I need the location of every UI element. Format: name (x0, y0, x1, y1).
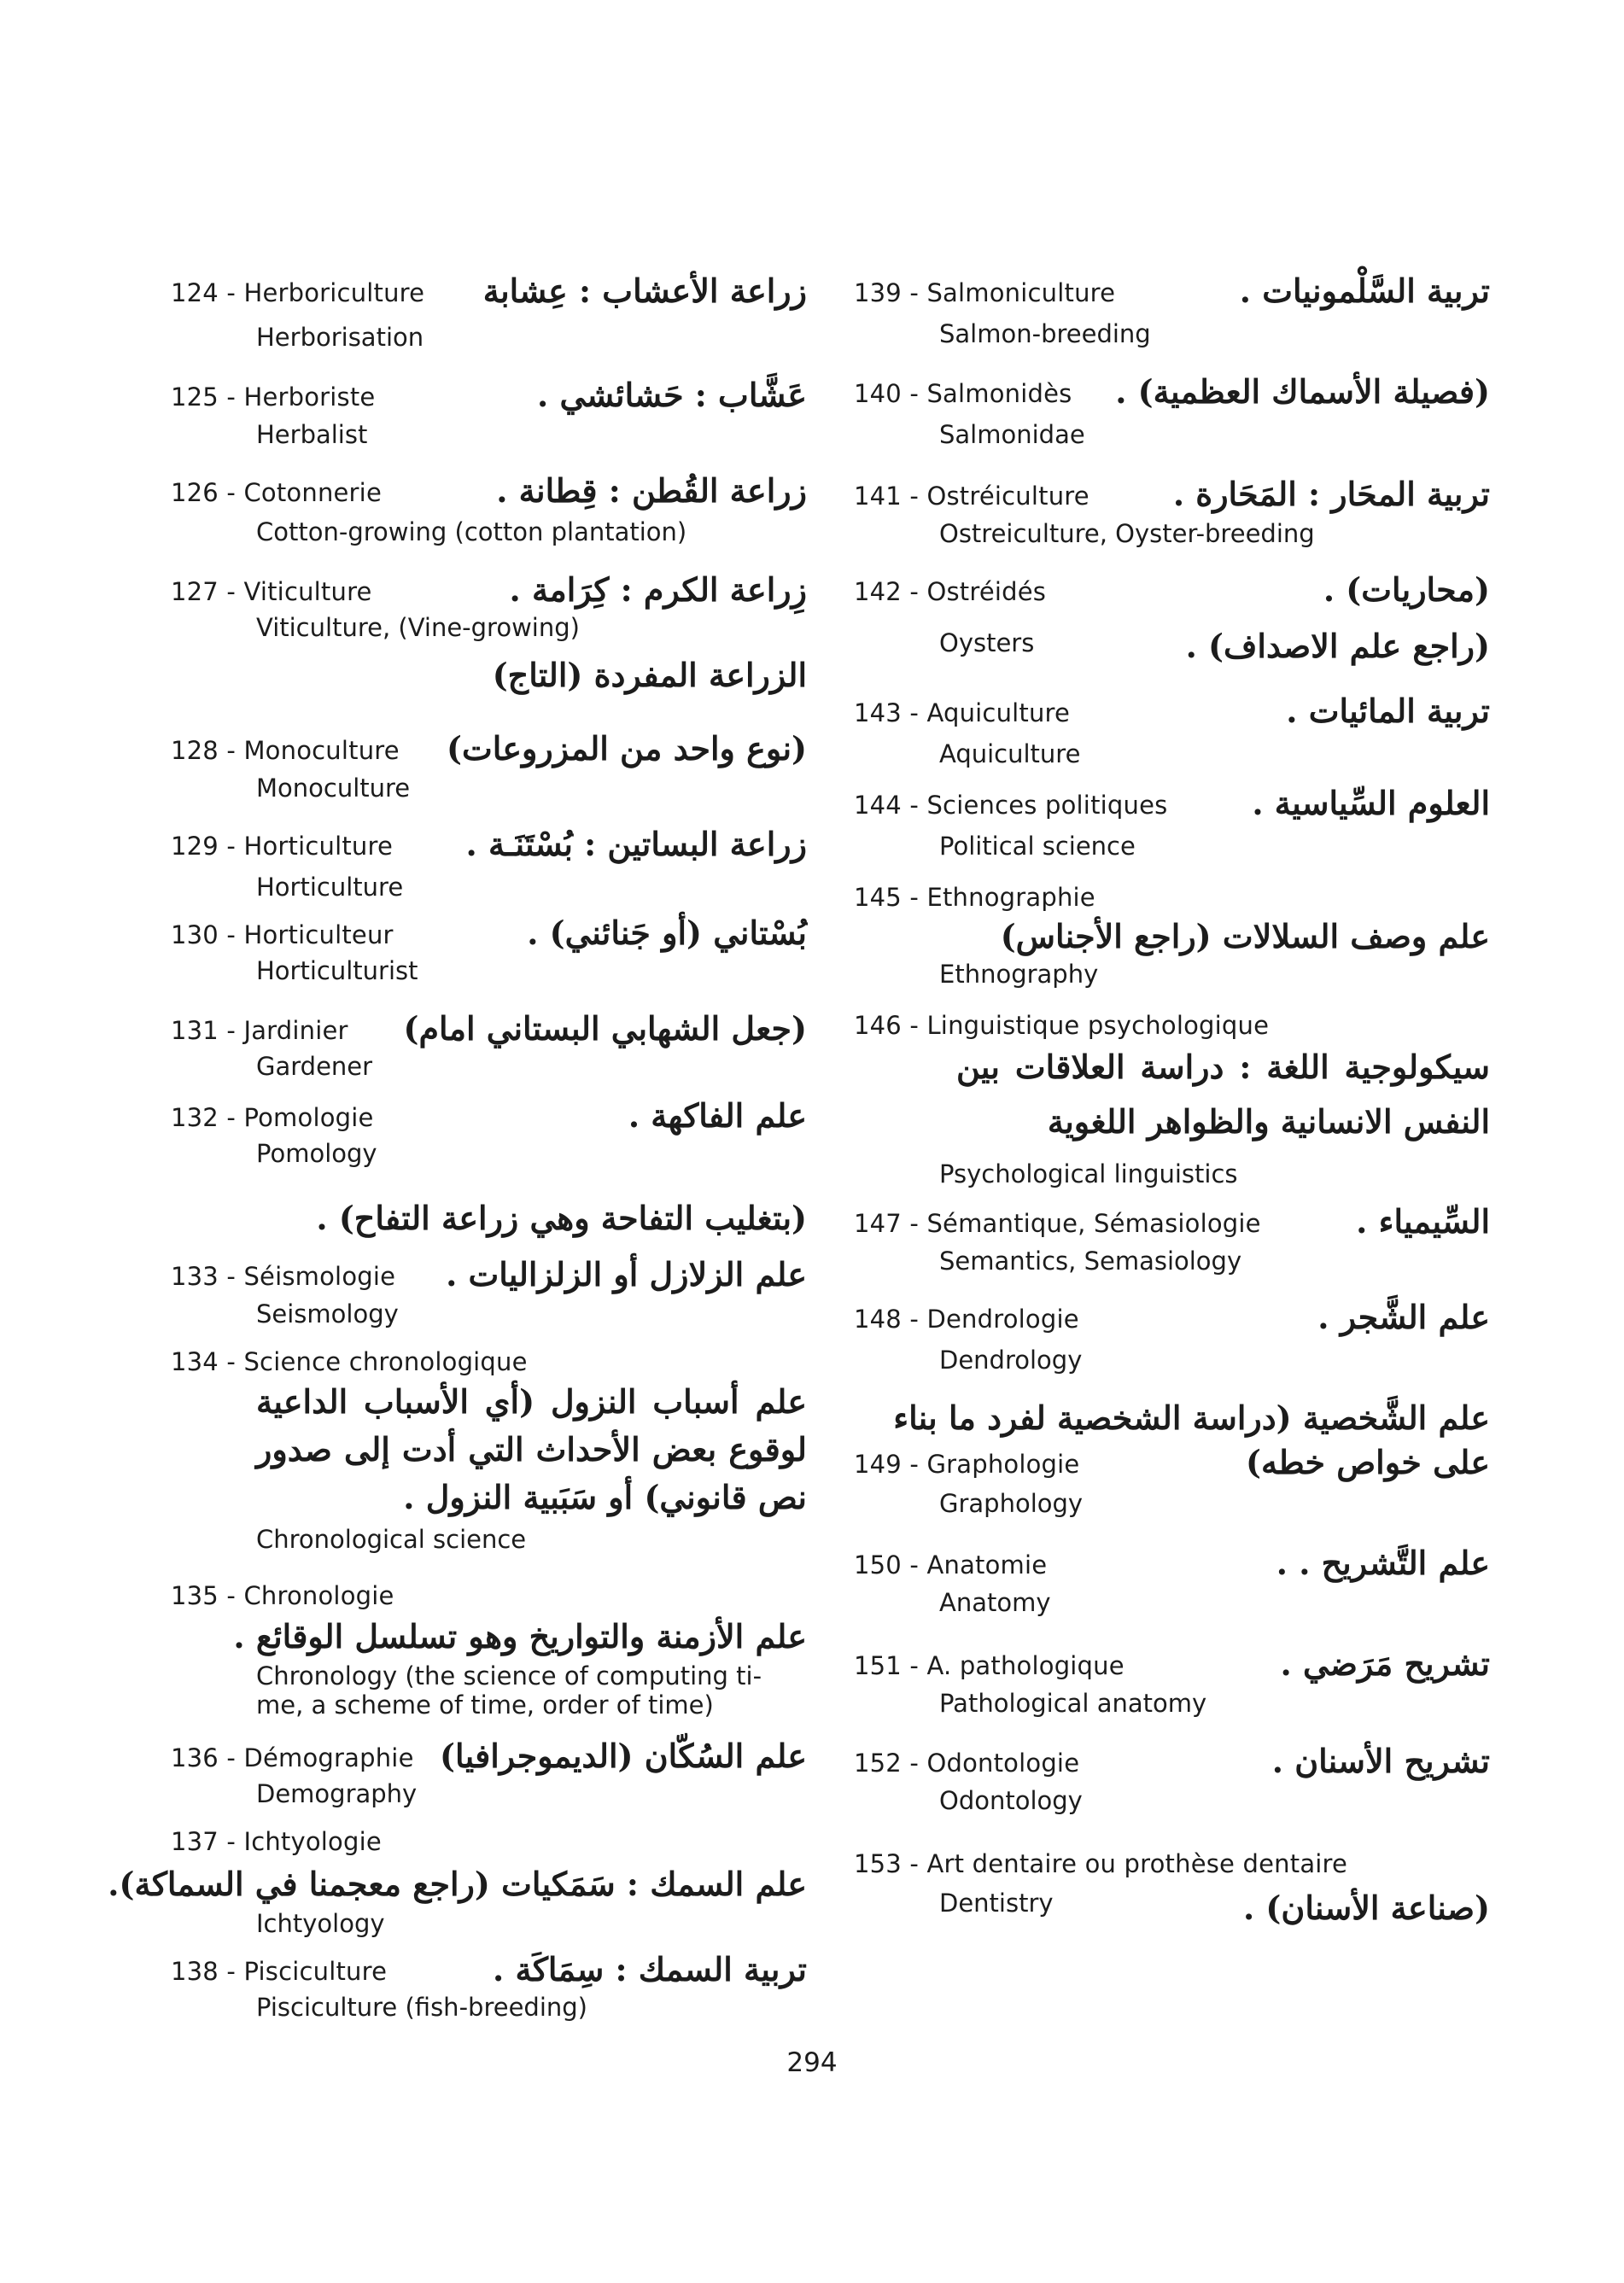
entry-term: 138 - Pisciculture (171, 1957, 388, 1986)
entry-arabic: علم الشَّجر . (1317, 1298, 1490, 1336)
entry-term: 124 - Herboriculture (171, 278, 425, 307)
entry-arabic: زراعة الأعشاب : عِشابة (482, 272, 807, 310)
entry-term: 134 - Science chronologique (171, 1347, 528, 1376)
entry-arabic: العلوم السِّياسية . (1252, 784, 1490, 822)
entry-126 (171, 471, 807, 558)
entry-arabic-block: علم الأزمنة والتواريخ وهو تسلسل الوقائع . (233, 1617, 807, 1655)
entry-149 (854, 1443, 1490, 1535)
entry-129 (171, 825, 807, 914)
entry-124 (171, 272, 807, 364)
entry-translation: Pisciculture (fish-breeding) (256, 1993, 587, 2022)
entry-138 (171, 1950, 807, 2034)
entry-term: 139 - Salmoniculture (854, 278, 1116, 307)
entry-term: 128 - Monoculture (171, 736, 400, 765)
entry-translation-continuation: me, a scheme of time, order of time) (256, 1690, 714, 1720)
entry-term: 143 - Aquiculture (854, 698, 1071, 727)
entry-arabic: علم الزلازل أو الزلزاليات . (446, 1255, 807, 1293)
entry-arabic: علم الفاكهة . (628, 1096, 807, 1135)
entry-term: 145 - Ethnographie (854, 883, 1095, 912)
entry-term: 144 - Sciences politiques (854, 791, 1168, 820)
entry-translation: Horticulture (256, 873, 404, 902)
entry-152 (854, 1742, 1490, 1834)
entry-arabic: على خواص خطه) (1245, 1443, 1490, 1481)
entry-arabic: (نوع واحد من المزروعات) (447, 729, 807, 768)
entry-arabic: تربية السَّلْمونيات . (1239, 272, 1490, 310)
entry-arabic: (فصيلة الأسماك العظمية) . (1115, 372, 1490, 411)
page-number: 294 (786, 2047, 838, 2078)
entry-150 (854, 1544, 1490, 1636)
entry-arabic: تشريح الأسنان . (1271, 1742, 1490, 1780)
entry-translation: Odontology (939, 1786, 1083, 1815)
entry-term: 141 - Ostréiculture (854, 482, 1089, 511)
entry-arabic-note: (راجع علم الاصداف) . (1185, 627, 1490, 665)
entry-translation: Gardener (256, 1052, 373, 1081)
entry-arabic: زِراعة الكرم : كِرَامة . (509, 570, 807, 609)
entry-term: 142 - Ostréidés (854, 577, 1047, 606)
entry-arabic-continuation: (بتغليب التفاحة وهي زراعة التفاح) . (316, 1199, 807, 1237)
entry-153 (854, 1842, 1490, 1935)
entry-137 (108, 1820, 807, 1950)
entry-147 (854, 1202, 1490, 1289)
entry-translation: Demography (256, 1779, 418, 1808)
entry-translation: Chronology (the science of computing ti- (256, 1661, 762, 1690)
entry-term: 127 - Viticulture (171, 577, 372, 606)
entry-146 (854, 1004, 1490, 1195)
entry-term: 150 - Anatomie (854, 1550, 1048, 1579)
entry-arabic: زراعة البساتين : بُسْتَنَـة . (465, 825, 807, 863)
entry-translation: Ichtyology (256, 1909, 385, 1938)
entry-translation: Herborisation (256, 323, 424, 352)
entry-130 (171, 914, 807, 997)
entry-term: 126 - Cotonnerie (171, 478, 382, 507)
entry-144 (854, 784, 1490, 876)
entry-term: 132 - Pomologie (171, 1103, 374, 1132)
entry-arabic: تربية المحَار : المَحَارة . (1172, 475, 1490, 513)
entry-arabic-block: علم وصف السلالات (راجع الأجناس) (1000, 917, 1490, 955)
entry-140 (854, 372, 1490, 464)
entry-term: 148 - Dendrologie (854, 1305, 1079, 1334)
entry-translation: Ostreiculture, Oyster-breeding (939, 519, 1315, 548)
entry-term: 131 - Jardinier (171, 1016, 348, 1045)
entry-arabic: (صناعة الأسنان) . (1242, 1889, 1490, 1927)
entry-128 (171, 729, 807, 813)
entry-143 (854, 692, 1490, 784)
entry-term: 146 - Linguistique psychologique (854, 1011, 1270, 1040)
entry-132 (171, 1096, 807, 1243)
entry-arabic: علم السُكّان (الديموجرافيا) (440, 1737, 807, 1775)
entry-translation: Graphology (939, 1489, 1084, 1518)
entry-translation: Pathological anatomy (939, 1689, 1207, 1718)
entry-translation: Monoculture (256, 774, 411, 803)
entry-translation: Aquiculture (939, 739, 1081, 768)
entry-arabic: زراعة القُطن : قِطانة . (496, 471, 807, 510)
entry-translation: Ethnography (939, 960, 1099, 989)
entry-term: 147 - Sémantique, Sémasiologie (854, 1209, 1261, 1238)
entry-translation: Horticulturist (256, 956, 418, 985)
entry-translation: Chronological science (256, 1525, 527, 1554)
left-column (108, 272, 807, 2034)
entry-term: 133 - Séismologie (171, 1262, 396, 1291)
entry-145 (854, 876, 1490, 997)
entry-translation: Dentistry (939, 1889, 1054, 1918)
entry-term: 140 - Salmonidès (854, 379, 1072, 408)
entry-arabic: تشريح مَرَضي . (1280, 1644, 1490, 1683)
entry-term: 135 - Chronologie (171, 1581, 394, 1610)
entry-term: 125 - Herboriste (171, 382, 376, 412)
entry-135 (171, 1574, 807, 1725)
entry-translation: Salmonidae (939, 420, 1085, 449)
entry-136 (171, 1737, 807, 1820)
entry-translation: Pomology (256, 1139, 377, 1168)
entry-translation: Salmon-breeding (939, 319, 1151, 348)
entry-arabic: تربية السمك : سِمَاكَة . (492, 1950, 807, 1988)
entry-term: 136 - Démographie (171, 1743, 414, 1772)
entry-translation: Cotton-growing (cotton plantation) (256, 517, 687, 546)
entry-translation: Semantics, Semasiology (939, 1247, 1242, 1276)
entry-arabic: السِّيمياء . (1356, 1202, 1490, 1241)
entry-term: 152 - Odontologie (854, 1749, 1080, 1778)
entry-term: 151 - A. pathologique (854, 1651, 1125, 1680)
entry-141 (854, 475, 1490, 562)
entry-131 (171, 1009, 807, 1096)
entry-arabic: (جعل الشهابي البستاني امام) (403, 1009, 807, 1048)
entry-arabic-block: علم أسباب النزول (أي الأسباب الداعية لوقوع بعض الأحداث التي أدت إلى صدور نص قانوني) أو سَبَبية النزول . (256, 1382, 807, 1516)
entry-arabic-continuation: علم الشَّخصية (دراسة الشخصية لفرد ما بناء (893, 1398, 1490, 1437)
entry-151 (854, 1644, 1490, 1737)
entry-133 (171, 1255, 807, 1340)
entry-125 (171, 376, 807, 459)
entry-translation: Oysters (939, 628, 1035, 657)
entry-translation: Anatomy (939, 1588, 1051, 1617)
entry-arabic: عَشَّاب : حَشائشي . (537, 376, 807, 414)
entry-arabic-block: سيكولوجية اللغة : دراسة العلاقات بين النفس الانسانية والظواهر اللغوية (956, 1048, 1490, 1141)
entry-arabic-continuation: الزراعة المفردة (التاج) (492, 656, 807, 694)
entry-translation: Political science (939, 832, 1136, 861)
entry-arabic: بُسْتاني (أو جَنائني) . (527, 914, 807, 952)
entry-translation: Dendrology (939, 1346, 1083, 1375)
entry-148 (854, 1298, 1490, 1443)
entry-134 (171, 1340, 807, 1562)
entry-translation: Seismology (256, 1299, 399, 1328)
entry-arabic-block: علم السمك : سَمَكيات (راجع معجمنا في السماكة). (108, 1865, 807, 1903)
entry-127 (171, 570, 807, 700)
entry-142 (854, 570, 1490, 673)
right-column (854, 272, 1490, 1935)
entry-term: 130 - Horticulteur (171, 920, 394, 949)
entry-arabic: (محاريات) . (1323, 570, 1490, 609)
entry-term: 129 - Horticulture (171, 832, 394, 861)
entry-term: 137 - Ichtyologie (171, 1827, 382, 1856)
entry-term: 153 - Art dentaire ou prothèse dentaire (854, 1849, 1348, 1878)
entry-arabic: تربية المائيات . (1286, 692, 1490, 730)
entry-139 (854, 272, 1490, 364)
entry-translation: Herbalist (256, 420, 368, 449)
entry-translation: Viticulture, (Vine-growing) (256, 613, 580, 642)
entry-translation: Psychological linguistics (939, 1159, 1238, 1188)
entry-term: 149 - Graphologie (854, 1450, 1080, 1479)
entry-arabic: علم التَّشريح . . (1276, 1544, 1490, 1582)
